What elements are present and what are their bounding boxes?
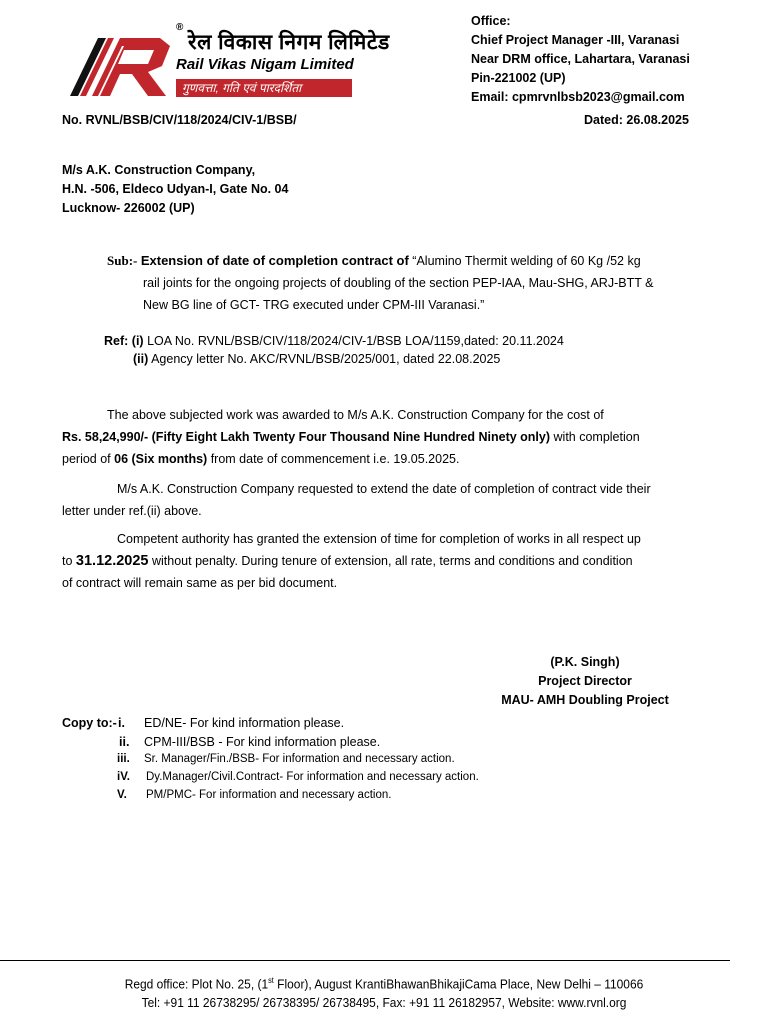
- copy-item-text: Dy.Manager/Civil.Contract- For information and necessary action.: [146, 771, 479, 783]
- office-address-block: [471, 12, 690, 107]
- rvnl-logo-icon: [62, 24, 174, 100]
- ref-number: (ii): [133, 352, 149, 366]
- footer-divider: [0, 960, 730, 961]
- footer-contact: Tel: +91 11 26738295/ 26738395/ 26738495, Fax: +91 11 26182957, Website: www.rvnl.org: [141, 995, 627, 1011]
- ref-text: LOA No. RVNL/BSB/CIV/118/2024/CIV-1/BSB LOA/1159,dated: 20.11.2024: [147, 334, 564, 348]
- footer-superscript: st: [268, 976, 274, 985]
- company-name-english: Rail Vikas Nigam Limited: [176, 56, 354, 73]
- office-line: Pin-221002 (UP): [471, 71, 566, 85]
- office-line: Near DRM office, Lahartara, Varanasi: [471, 52, 690, 66]
- letter-reference-number: No. RVNL/BSB/CIV/118/2024/CIV-1/BSB/: [62, 113, 297, 127]
- paragraph-text: with completion: [553, 430, 640, 444]
- footer-text: Floor), August KrantiBhawanBhikajiCama Place, New Delhi – 110066: [273, 976, 644, 992]
- footer-registered-office: [31, 971, 738, 1012]
- copy-item-text: Sr. Manager/Fin./BSB- For information and necessary action.: [144, 753, 455, 765]
- paragraph-line: of contract will remain same as per bid document.: [62, 576, 338, 590]
- copy-item-text: CPM-III/BSB - For kind information please.: [144, 735, 381, 749]
- extended-completion-date: 31.12.2025: [75, 553, 149, 569]
- paragraph-text: to: [62, 554, 73, 568]
- company-name-hindi: रेल विकास निगम लिमिटेड: [188, 31, 390, 54]
- body-paragraph: [62, 404, 717, 470]
- company-motto: गुणवत्ता, गति एवं पारदर्शिता: [176, 79, 352, 97]
- paragraph-text: period of: [62, 452, 111, 466]
- copy-item-text: ED/NE- For kind information please.: [144, 716, 345, 730]
- paragraph-line: Competent authority has granted the extension of time for completion of works in all respect up: [117, 532, 641, 546]
- ref-number: (i): [131, 334, 144, 348]
- subject-text: rail joints for the ongoing projects of doubling of the section PEP-IAA, Mau-SHG, ARJ-BTT &: [143, 276, 654, 290]
- ref-label: Ref:: [104, 334, 129, 348]
- paragraph-text: without penalty. During tenure of extension, all rate, terms and conditions and condition: [151, 554, 633, 568]
- copy-item-number: V.: [117, 789, 127, 801]
- subject-text: “Alumino Thermit welding of 60 Kg /52 kg: [412, 254, 641, 268]
- body-paragraph: [62, 478, 717, 522]
- addressee-line: H.N. -506, Eldeco Udyan-I, Gate No. 04: [62, 182, 289, 196]
- addressee-line: Lucknow- 226002 (UP): [62, 201, 195, 215]
- references-block: [104, 332, 564, 368]
- signatory-name: (P.K. Singh): [550, 655, 620, 669]
- copy-item-text: PM/PMC- For information and necessary action.: [146, 789, 392, 801]
- addressee-line: M/s A.K. Construction Company,: [62, 163, 256, 177]
- paragraph-text: from date of commencement i.e. 19.05.2025.: [210, 452, 460, 466]
- copy-to-block: [62, 716, 562, 811]
- office-email: Email: cpmrvnlbsb2023@gmail.com: [471, 90, 685, 104]
- addressee-block: [62, 161, 288, 218]
- footer-text: Regd office: Plot No. 25, (1: [124, 976, 269, 992]
- signatory-title: Project Director: [538, 674, 632, 688]
- paragraph-line: M/s A.K. Construction Company requested to extend the date of completion of contract vide their: [117, 482, 651, 496]
- copy-to-label: Copy to:-: [62, 716, 117, 730]
- signatory-project: MAU- AMH Doubling Project: [501, 693, 669, 707]
- subject-bold: Extension of date of completion contract of: [140, 253, 409, 268]
- office-line: Office:: [471, 14, 511, 28]
- contract-amount: Rs. 58,24,990/- (Fifty Eight Lakh Twenty Four Thousand Nine Hundred Ninety only): [62, 430, 551, 444]
- signature-block: [460, 653, 710, 710]
- contract-period: 06 (Six months): [114, 452, 208, 466]
- registered-mark: ®: [176, 22, 184, 33]
- paragraph-line: letter under ref.(ii) above.: [62, 504, 202, 518]
- subject-block: [107, 250, 717, 316]
- office-line: Chief Project Manager -III, Varanasi: [471, 33, 680, 47]
- paragraph-line: The above subjected work was awarded to M/s A.K. Construction Company for the cost of: [107, 408, 604, 422]
- subject-text: New BG line of GCT- TRG executed under CPM-III Varanasi.”: [143, 298, 485, 312]
- subject-label: Sub:-: [107, 253, 138, 268]
- letter-date: Dated: 26.08.2025: [584, 113, 689, 127]
- copy-item-number: iii.: [117, 753, 130, 765]
- body-paragraph: [62, 528, 717, 594]
- ref-text: Agency letter No. AKC/RVNL/BSB/2025/001, dated 22.08.2025: [151, 352, 501, 366]
- copy-item-number: iV.: [117, 771, 131, 783]
- copy-item-number: i.: [118, 716, 125, 730]
- copy-item-number: ii.: [119, 735, 130, 749]
